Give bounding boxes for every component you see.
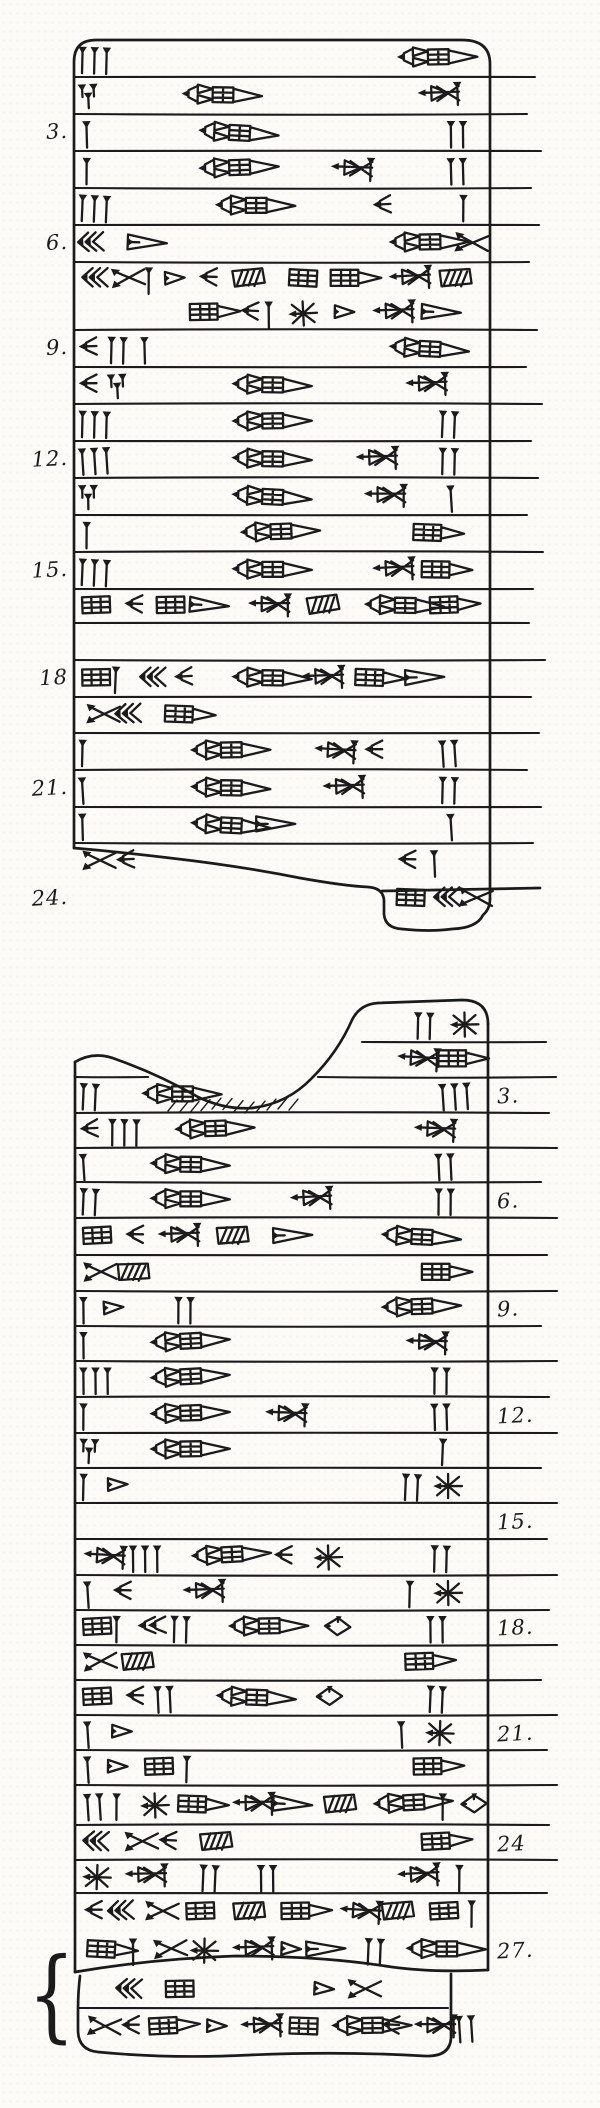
cuneiform-sign xyxy=(190,1543,271,1566)
cuneiform-sign xyxy=(240,2013,285,2038)
cuneiform-sign xyxy=(78,485,98,509)
cuneiform-sign xyxy=(232,1792,277,1816)
cuneiform-sign xyxy=(190,597,230,614)
cuneiform-sign xyxy=(438,777,459,804)
cuneiform-row xyxy=(82,156,467,184)
cuneiform-sign xyxy=(438,1082,472,1110)
cuneiform-sign xyxy=(165,705,216,723)
cuneiform-sign xyxy=(79,1439,100,1464)
cuneiform-sign xyxy=(149,1329,230,1352)
ruled-lines xyxy=(75,1042,557,2008)
cuneiform-sign xyxy=(186,1902,214,1919)
cuneiform-sign xyxy=(380,1225,461,1248)
cuneiform-sign xyxy=(397,46,478,66)
cuneiform-sign xyxy=(313,1545,343,1570)
cuneiform-sign xyxy=(78,447,112,475)
cuneiform-row xyxy=(79,1473,462,1500)
cuneiform-sign xyxy=(182,1756,191,1783)
cuneiform-sign xyxy=(388,337,469,360)
cuneiform-sign xyxy=(107,337,128,364)
cuneiform-sign xyxy=(325,1616,351,1636)
cuneiform-sign xyxy=(87,1940,138,1959)
cuneiform-row xyxy=(78,484,456,512)
cuneiform-sign xyxy=(449,1012,478,1037)
cuneiform-sign xyxy=(79,1403,88,1430)
cuneiform-sign xyxy=(256,816,295,831)
cuneiform-sign xyxy=(149,2016,200,2035)
line-number-reverse-15: 15. xyxy=(496,1508,535,1535)
cuneiform-sign xyxy=(111,267,145,288)
cuneiform-sign xyxy=(313,738,358,763)
cuneiform-row xyxy=(78,738,460,767)
cuneiform-sign xyxy=(455,1865,464,1892)
cuneiform-sign xyxy=(82,851,115,871)
cuneiform-sign xyxy=(83,1687,111,1705)
cuneiform-sign xyxy=(331,270,382,286)
cuneiform-sign xyxy=(372,556,417,581)
tablet-reverse xyxy=(75,1000,557,2056)
cuneiform-sign xyxy=(78,1188,100,1215)
cuneiform-sign xyxy=(158,1831,177,1849)
cuneiform-sign xyxy=(231,410,312,430)
cuneiform-sign xyxy=(108,1119,141,1146)
cuneiform-sign xyxy=(83,1650,117,1671)
cuneiform-row xyxy=(78,82,463,109)
cuneiform-sign xyxy=(79,1332,88,1358)
cuneiform-sign xyxy=(422,561,473,578)
cuneiform-sign xyxy=(79,1474,88,1501)
cuneiform-sign xyxy=(198,156,279,178)
cuneiform-sign xyxy=(83,1544,128,1569)
cuneiform-sign xyxy=(438,1050,489,1066)
cuneiform-sign xyxy=(231,374,312,394)
cuneiform-row xyxy=(82,265,472,294)
cuneiform-row xyxy=(78,1082,472,1110)
cuneiform-sign xyxy=(113,1581,131,1599)
cuneiform-sign xyxy=(430,1403,451,1430)
cuneiform-sign xyxy=(372,299,417,324)
cuneiform-sign xyxy=(228,1615,309,1635)
cuneiform-sign xyxy=(467,1900,476,1927)
cuneiform-sign xyxy=(116,1979,142,1998)
cuneiform-sign xyxy=(77,194,111,222)
cuneiform-sign xyxy=(174,1117,255,1139)
cuneiform-sign xyxy=(231,667,312,687)
cuneiform-sign xyxy=(355,669,406,687)
cuneiform-row xyxy=(84,1899,476,1927)
cuneiform-sign xyxy=(400,1473,422,1500)
cuneiform-sign xyxy=(83,1226,111,1244)
cuneiform-sign xyxy=(382,1902,414,1920)
cuneiform-sign xyxy=(149,1365,230,1388)
cuneiform-row xyxy=(413,1012,479,1039)
cuneiform-row xyxy=(78,813,456,840)
cuneiform-sign xyxy=(307,595,340,614)
cuneiform-sign xyxy=(405,669,444,685)
cuneiform-sign xyxy=(265,1402,310,1427)
cuneiform-sign xyxy=(425,1685,447,1712)
cuneiform-sign xyxy=(104,1301,124,1315)
cuneiform-sign xyxy=(79,375,97,392)
cuneiform-sign xyxy=(396,1046,441,1071)
cuneiform-row xyxy=(83,1223,462,1248)
cuneiform-sign xyxy=(198,1864,220,1891)
cuneiform-row xyxy=(83,1615,447,1642)
cuneiform-row xyxy=(78,775,460,804)
cuneiform-sign xyxy=(289,1186,334,1211)
cuneiform-sign xyxy=(380,1295,461,1317)
cuneiform-sign xyxy=(78,777,88,804)
line-number-reverse-3: 3. xyxy=(496,1083,520,1109)
cuneiform-sign xyxy=(231,560,311,579)
line-number-obverse-6: 6. xyxy=(45,229,69,255)
cuneiform-sign xyxy=(335,305,355,318)
cuneiform-row xyxy=(79,1438,448,1465)
cuneiform-sign xyxy=(83,1831,109,1850)
cuneiform-sign xyxy=(231,448,312,468)
cuneiform-sign xyxy=(430,1902,458,1920)
cuneiform-row xyxy=(83,1650,456,1671)
cuneiform-sign xyxy=(388,265,433,290)
cuneiform-sign xyxy=(454,232,488,253)
cuneiform-sign xyxy=(112,1793,121,1820)
cuneiform-sign xyxy=(82,596,110,613)
cuneiform-sign xyxy=(181,84,262,104)
cuneiform-sign xyxy=(405,1331,450,1355)
cuneiform-sign xyxy=(446,485,456,512)
cuneiform-sign xyxy=(281,1942,301,1955)
cuneiform-sign xyxy=(79,1154,89,1181)
cuneiform-sign xyxy=(78,232,104,251)
cuneiform-sign xyxy=(78,411,112,439)
cuneiform-sign xyxy=(124,1863,169,1887)
line-number-reverse-12: 12. xyxy=(496,1402,535,1429)
cuneiform-sign xyxy=(140,668,165,686)
cuneiform-sign xyxy=(149,1438,230,1458)
cuneiform-sign xyxy=(454,2015,476,2042)
cuneiform-row xyxy=(83,1543,451,1573)
cuneiform-sign xyxy=(108,1900,134,1920)
cuneiform-sign xyxy=(153,1938,187,1959)
cuneiform-sign xyxy=(79,1297,88,1323)
cuneiform-sign xyxy=(301,665,346,690)
cuneiform-sign xyxy=(108,1478,128,1491)
cuneiform-sign xyxy=(317,1686,343,1705)
cuneiform-sign xyxy=(190,303,241,320)
cuneiform-row xyxy=(83,1791,487,1821)
cuneiform-sign xyxy=(124,1831,158,1851)
cuneiform-row xyxy=(83,1579,462,1608)
cuneiform-sign xyxy=(145,1758,173,1775)
cuneiform-sign xyxy=(112,1725,132,1738)
cuneiform-sign xyxy=(140,1793,170,1818)
cuneiform-sign xyxy=(78,814,87,841)
cuneiform-sign xyxy=(446,158,467,185)
cuneiform-sign xyxy=(82,268,107,286)
cuneiform-sign xyxy=(433,1581,462,1606)
cuneiform-sign xyxy=(83,1793,105,1820)
cuneiform-row xyxy=(190,299,461,328)
cuneiform-sign xyxy=(169,1616,190,1643)
cuneiform-sign xyxy=(438,448,459,475)
cuneiform-sign xyxy=(290,2017,318,2034)
cuneiform-row xyxy=(78,46,478,74)
line-number-reverse-21: 21. xyxy=(496,1720,535,1747)
cuneiform-sign xyxy=(430,1545,451,1572)
cuneiform-row xyxy=(78,337,469,364)
cuneiform-sign xyxy=(216,1226,249,1245)
cuneiform-sign xyxy=(83,1581,93,1608)
cuneiform-sign xyxy=(447,121,468,147)
cuneiform-sign xyxy=(149,1189,230,1208)
cuneiform-sign xyxy=(434,1153,455,1180)
cuneiform-sign xyxy=(79,1368,112,1394)
line-number-obverse-12: 12. xyxy=(30,445,69,472)
cuneiform-sign xyxy=(355,446,400,471)
cuneiform-sign xyxy=(107,374,128,399)
cuneiform-sign xyxy=(289,269,317,287)
cuneiform-sign xyxy=(215,196,295,215)
cuneiform-sign xyxy=(324,1795,356,1813)
cuneiform-sign xyxy=(78,47,112,75)
cuneiform-sign xyxy=(190,739,271,759)
cuneiform-row xyxy=(79,1402,451,1430)
cuneiform-sign xyxy=(239,520,320,542)
cuneiform-sign xyxy=(439,268,472,286)
cuneiform-sign xyxy=(413,1012,434,1039)
cuneiform-sign xyxy=(82,669,110,686)
cuneiform-sign xyxy=(438,740,460,767)
cuneiform-row xyxy=(83,1685,447,1712)
cuneiform-sign xyxy=(82,158,91,185)
line-number-obverse-15: 15. xyxy=(30,556,69,583)
cuneiform-sign xyxy=(137,1617,166,1634)
line-number-obverse-18: 18 xyxy=(38,664,69,691)
cuneiform-row xyxy=(79,1153,456,1180)
cuneiform-sign xyxy=(128,234,168,250)
line-number-obverse-24: 24. xyxy=(30,884,69,911)
cuneiform-sign xyxy=(248,593,292,616)
cuneiform-sign xyxy=(78,337,96,355)
cuneiform-sign xyxy=(112,1616,121,1643)
cuneiform-sign xyxy=(125,1225,143,1243)
cuneiform-sign xyxy=(121,1652,154,1670)
cuneiform-sign xyxy=(153,1686,174,1713)
cuneiform-sign xyxy=(82,522,91,549)
line-number-reverse-9: 9. xyxy=(496,1296,520,1322)
cuneiform-sign xyxy=(157,1223,202,1248)
cuneiform-sign xyxy=(78,740,87,767)
cuneiform-sign xyxy=(413,1117,458,1142)
cuneiform-sign xyxy=(273,1227,312,1243)
cuneiform-sign xyxy=(414,1758,465,1775)
cuneiform-row xyxy=(83,1831,473,1851)
cuneiform-sign xyxy=(233,1901,266,1920)
cuneiform-sign xyxy=(281,1902,332,1919)
cuneiform-row xyxy=(82,520,464,548)
cuneiform-sign xyxy=(82,1865,112,1890)
cuneiform-sign xyxy=(240,301,259,319)
line-number-reverse-18: 18. xyxy=(496,1614,535,1641)
cuneiform-sign xyxy=(231,485,312,508)
line-number-reverse-24: 24 xyxy=(496,1831,527,1857)
cuneiform-sign xyxy=(83,1721,93,1748)
cuneiform-sign xyxy=(87,2015,121,2036)
cuneiform-sign xyxy=(232,268,265,286)
cuneiform-sign xyxy=(322,775,367,800)
cuneiform-row xyxy=(87,2013,477,2042)
cuneiform-sign xyxy=(405,1581,414,1608)
tablet-outline xyxy=(75,1000,488,2056)
cuneiform-row xyxy=(82,665,444,694)
cuneiform-sign xyxy=(397,1862,442,1887)
cuneiform-sign xyxy=(83,1617,111,1635)
cuneiform-sign xyxy=(424,1721,454,1746)
cuneiform-sign xyxy=(438,1438,448,1465)
cuneiform-sign xyxy=(125,1686,143,1704)
cuneiform-row xyxy=(77,194,467,222)
cuneiform-sign xyxy=(434,1188,455,1215)
cuneiform-sign xyxy=(372,195,391,213)
cuneiform-sign xyxy=(437,410,459,437)
cuneiform-sign xyxy=(108,1760,128,1773)
cuneiform-row xyxy=(79,372,450,399)
cuneiform-sign xyxy=(198,121,279,144)
cuneiform-sign xyxy=(348,1979,381,1999)
line-number-obverse-3: 3. xyxy=(45,118,69,144)
cuneiform-row xyxy=(79,1295,461,1323)
cuneiform-sign xyxy=(83,1756,93,1783)
cuneiform-sign xyxy=(200,1832,232,1850)
cuneiform-sign xyxy=(140,337,149,364)
cuneiform-row xyxy=(83,1721,454,1749)
cuneiform-row xyxy=(79,1365,451,1395)
cuneiform-sign xyxy=(339,1899,384,1924)
cuneiform-sign xyxy=(173,667,192,685)
cuneiform-sign xyxy=(199,268,217,286)
cuneiform-sign xyxy=(413,524,464,542)
cuneiform-sign xyxy=(264,302,273,328)
cuneiform-row xyxy=(78,446,460,475)
cuneiform-sign xyxy=(83,1262,117,1282)
cuneiform-sign xyxy=(124,595,142,613)
line-number-reverse-27: 27. xyxy=(496,1937,535,1964)
cuneiform-sign xyxy=(422,1264,473,1280)
tablet-obverse xyxy=(74,40,545,931)
cuneiform-sign xyxy=(190,777,271,797)
cuneiform-sign xyxy=(117,1262,150,1281)
line-number-reverse-6: 6. xyxy=(496,1188,520,1214)
cuneiform-sign xyxy=(145,1901,179,1921)
cuneiform-row xyxy=(83,1756,465,1783)
cuneiform-sign xyxy=(157,597,185,614)
cuneiform-sign xyxy=(459,195,468,222)
cuneiform-sign xyxy=(430,850,439,877)
cuneiform-sign xyxy=(165,271,185,284)
cuneiform-sign xyxy=(207,2019,227,2032)
cuneiform-row xyxy=(79,1329,450,1358)
cuneiform-sign xyxy=(274,1546,292,1564)
line-number-obverse-21: 21. xyxy=(30,774,69,801)
cuneiform-sign xyxy=(397,850,415,868)
cuneiform-sign xyxy=(364,484,408,507)
cuneiform-row xyxy=(83,1262,472,1282)
cuneiform-sign xyxy=(144,267,153,294)
cuneiform-sign xyxy=(422,304,462,320)
cuneiform-sign xyxy=(306,1941,345,1957)
cuneiform-sign xyxy=(77,558,111,586)
cuneiform-sign xyxy=(178,1795,229,1813)
cuneiform-sign xyxy=(174,1297,195,1324)
cuneiform-sign xyxy=(129,1546,162,1572)
cuneiform-sign xyxy=(330,156,375,181)
cuneiform-row xyxy=(78,1186,455,1216)
cuneiform-sign xyxy=(182,1579,227,1604)
cuneiform-sign xyxy=(121,2016,139,2033)
cuneiform-sign xyxy=(78,84,99,109)
cuneiform-row xyxy=(78,410,460,438)
line-number-obverse-9: 9. xyxy=(45,334,69,360)
cuneiform-sign xyxy=(79,1119,98,1137)
cuneiform-row xyxy=(86,704,216,724)
cuneiform-row xyxy=(116,1979,381,1999)
cuneiform-sign xyxy=(405,1652,456,1670)
tablet-outline xyxy=(74,40,540,931)
cuneiform-sign xyxy=(149,1154,230,1174)
cuneiform-sign xyxy=(149,1402,230,1424)
cuneiform-sign xyxy=(215,1686,296,1708)
cuneiform-sign xyxy=(397,1721,406,1748)
cuneiform-sign xyxy=(82,121,91,148)
cuneiform-sign xyxy=(166,1981,194,1998)
cuneiform-sign xyxy=(363,1938,385,1965)
cuneiform-row xyxy=(79,1117,458,1146)
cuneiform-sign xyxy=(364,741,382,758)
cuneiform-sign xyxy=(314,1982,334,1996)
cuneiform-sign xyxy=(426,1616,447,1642)
cuneiform-sign xyxy=(405,372,450,397)
cuneiform-sign xyxy=(446,814,456,841)
cuneiform-sign xyxy=(405,1939,486,1958)
cuneiform-sign xyxy=(288,301,318,327)
cuneiform-sign xyxy=(433,1474,462,1498)
cuneiform-sign xyxy=(78,1083,100,1110)
cuneiform-row xyxy=(82,1862,464,1892)
cuneiform-sign xyxy=(422,1831,473,1850)
cuneiform-sign xyxy=(273,1796,313,1813)
cuneiform-sign xyxy=(257,1865,278,1891)
cuneiform-sign xyxy=(417,82,462,107)
cuneiform-row xyxy=(82,121,467,148)
cuneiform-row xyxy=(78,231,489,253)
cuneiform-sign xyxy=(430,1367,451,1394)
cuneiform-sign xyxy=(189,1938,218,1963)
bracket-brace: { xyxy=(28,1936,76,2054)
cuneiform-row xyxy=(396,1046,489,1071)
cuneiform-sign xyxy=(461,1793,487,1813)
cuneiform-row xyxy=(82,593,481,616)
cuneiform-sign xyxy=(84,1901,102,1918)
cuneiform-row xyxy=(77,556,472,586)
cuneiform-sign xyxy=(110,666,120,693)
